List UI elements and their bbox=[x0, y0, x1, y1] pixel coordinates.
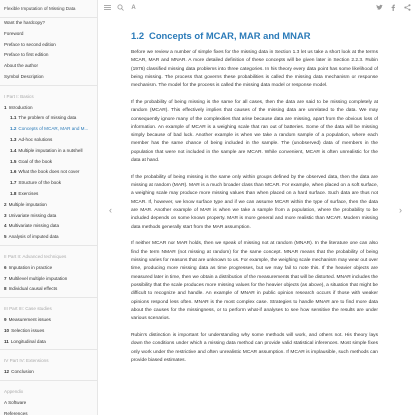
toc-item[interactable] bbox=[0, 200, 97, 211]
toc-item-label: Conclusion bbox=[11, 369, 34, 375]
toc-item-label: Structure of the book bbox=[18, 180, 62, 186]
toc-item-label: Introduction bbox=[8, 104, 33, 110]
next-page-arrow-icon[interactable]: › bbox=[399, 205, 402, 215]
font-size-icon[interactable]: A bbox=[131, 5, 136, 11]
menu-icon[interactable] bbox=[103, 4, 112, 13]
section-heading bbox=[131, 30, 378, 41]
facebook-icon[interactable] bbox=[389, 4, 398, 13]
toc-part-heading bbox=[0, 252, 97, 263]
main-content bbox=[131, 30, 378, 374]
toc-item-label: About the author bbox=[4, 63, 38, 69]
toc-item[interactable] bbox=[0, 274, 97, 285]
toc-divider bbox=[0, 85, 97, 92]
toc-item[interactable] bbox=[0, 189, 97, 200]
toc-item-label: A Software bbox=[4, 399, 27, 405]
toc-item-number: 9 bbox=[4, 316, 7, 322]
toc-item-number: 1.4 bbox=[10, 147, 17, 153]
toc-item-label: Univariate missing data bbox=[8, 212, 57, 218]
toc-item-number: 6 bbox=[4, 264, 7, 270]
toc-item[interactable] bbox=[0, 221, 97, 232]
paragraph: If the probability of being missing is the same for all cases, then the data are said to be missing completely at random (MCAR). This effectively implies that causes of the missing data are unrelated to the data. We may consequently ignore many of the complexities that arise because data are missing, apart from the obvious loss of information. An example of MCAR is a weighing scale that ran out of batteries. Some of the data will be missing simply because of bad luck. Another example is when we take a random sample of a population, where each member has the same chance of being included in the sample. The (unobserved) data of members in the population that were not included in the sample are MCAR. While convenient, MCAR is often unrealistic for the data at hand. bbox=[131, 99, 378, 164]
toc-item-label: IV Part IV: Extensions bbox=[4, 358, 49, 364]
toc-item-number: 1.3 bbox=[10, 136, 17, 142]
toc-item[interactable] bbox=[0, 135, 97, 146]
toc-divider bbox=[0, 297, 97, 304]
toc-item-label: I Part I: Basics bbox=[4, 93, 34, 99]
toc-item-label: What the book does not cover bbox=[18, 169, 80, 175]
toc-item[interactable] bbox=[0, 315, 97, 326]
toc-item-number: 3 bbox=[4, 212, 7, 218]
toc-item-label: Concepts of MCAR, MAR and M... bbox=[18, 126, 89, 132]
toc-divider bbox=[0, 380, 97, 387]
toc-item[interactable] bbox=[0, 61, 97, 72]
toc-item[interactable] bbox=[0, 284, 97, 295]
toc-item-label: Individual causal effects bbox=[8, 286, 58, 292]
toc-item[interactable] bbox=[0, 50, 97, 61]
toc-item[interactable] bbox=[0, 40, 97, 51]
toc-part-heading bbox=[0, 92, 97, 103]
toc-item[interactable] bbox=[0, 157, 97, 168]
toc-item[interactable] bbox=[0, 146, 97, 157]
toc-item[interactable] bbox=[0, 18, 97, 29]
toc-item-number: 5 bbox=[4, 234, 7, 240]
toc-item-label: Measurement issues bbox=[8, 316, 51, 322]
toolbar bbox=[98, 0, 415, 17]
toc-item-label: Exercises bbox=[18, 190, 39, 196]
toc-list bbox=[0, 18, 97, 415]
paragraph: If the probability of being missing is the same only within groups defined by the observed data, then the data are missing at random (MAR). MAR is a much broader class than MCAR. For example, when placed on a soft surface, a weighing scale may produce more missing values than when placed on a hard surface. Such data are thus not MCAR. If, however, we know surface type and if we can assume MCAR within the type of surface, then the data are MAR. Another example of MAR is when we take a sample from a population, where the probability to be included depends on some known property. MAR is more general and more realistic than MCAR. Modern missing data methods generally start from the MAR assumption. bbox=[131, 174, 378, 230]
paragraph: If neither MCAR nor MAR holds, then we speak of missing not at random (MNAR). In the literature one can also find the term NMAR (not missing at random) for the same concept. MNAR means that the probability of being missing varies for reasons that are unknown to us. For example, the weighing scale mechanism may wear out over time, producing more missing data as time progresses, but we may fail to note this. If the heavier objects are measured later in time, then we obtain a distribution of the measurements that will be distorted. MNAR includes the possibility that the scale produces more missing values for the heavier objects (as above), a situation that might be difficult to recognize and handle. An example of MNAR in public opinion research occurs if those with weaker opinions respond less often. MNAR is the most complex case. Strategies to handle MNAR are to find more data about the causes for the missingness, or to perform what-if analyses to see how sensitive the results are under various scenarios. bbox=[131, 241, 378, 322]
paragraph: Rubin's distinction is important for understanding why some methods will work, and others not. His theory lays down the conditions under which a missing data method can provide valid statistical inferences. Most simple fixes only work under the restrictive and often unrealistic MCAR assumption. If MCAR is implausible, such methods can provide biased estimates. bbox=[131, 332, 378, 363]
share-icon[interactable] bbox=[403, 4, 412, 13]
sidebar bbox=[0, 0, 98, 415]
toc-item-number: 1.1 bbox=[10, 115, 17, 121]
toc-item-number: 4 bbox=[4, 223, 7, 229]
search-icon[interactable] bbox=[116, 4, 125, 13]
previous-page-arrow-icon[interactable]: ‹ bbox=[109, 205, 112, 215]
toc-item-label: Preface to first edition bbox=[4, 52, 49, 58]
toc-item-label: Longitudinal data bbox=[10, 338, 46, 344]
toc-item[interactable] bbox=[0, 103, 97, 114]
toc-item-label: Ad-hoc solutions bbox=[18, 136, 53, 142]
toc-item-label: Imputation in practice bbox=[8, 264, 53, 270]
book-title[interactable]: Flexible Imputation of Missing Data bbox=[0, 0, 97, 18]
toc-item-number: 8 bbox=[4, 286, 7, 292]
toc-item-number: 11 bbox=[4, 338, 9, 344]
toc-item-number: 12 bbox=[4, 369, 10, 375]
toc-item[interactable] bbox=[0, 326, 97, 337]
toc-item[interactable] bbox=[0, 337, 97, 348]
toc-item-label: Want the hardcopy? bbox=[4, 20, 45, 25]
toc-item[interactable] bbox=[0, 167, 97, 178]
toc-item-label: Multivariate missing data bbox=[8, 223, 60, 229]
toc-item-label: Goal of the book bbox=[18, 158, 53, 164]
toc-item-number: 10 bbox=[4, 327, 10, 333]
toc-item-label: References bbox=[4, 410, 28, 415]
toc-item[interactable] bbox=[0, 367, 97, 378]
toc-item-label: Appendix bbox=[4, 388, 24, 394]
toc-item-label: III Part III: Case studies bbox=[4, 306, 52, 312]
toc-item-label: Symbol Description bbox=[4, 73, 44, 79]
toc-item-number: 1.2 bbox=[10, 126, 17, 132]
toc-item-number: 1.6 bbox=[10, 169, 17, 175]
toc-item-label: Analysis of imputed data bbox=[8, 234, 59, 240]
toc-item-number: 2 bbox=[4, 201, 7, 207]
toc-divider bbox=[0, 349, 97, 356]
toc-item-label: The problem of missing data bbox=[18, 115, 77, 121]
toc-part-heading bbox=[0, 304, 97, 315]
toc-item-number: 1.5 bbox=[10, 158, 17, 164]
toc-item[interactable] bbox=[0, 232, 97, 243]
toc-part-heading bbox=[0, 387, 97, 398]
toc-item-number: 1.7 bbox=[10, 180, 17, 186]
toc-item[interactable] bbox=[0, 72, 97, 83]
toc-item-label: Foreword bbox=[4, 30, 24, 36]
toc-item[interactable] bbox=[0, 29, 97, 40]
toc-item-label: II Part II: Advanced techniques bbox=[4, 253, 67, 259]
toc-item-label: Multilevel multiple imputation bbox=[8, 275, 68, 281]
toc-item[interactable] bbox=[0, 263, 97, 274]
toc-item[interactable] bbox=[0, 178, 97, 189]
twitter-icon[interactable] bbox=[375, 4, 384, 13]
section-number: 1.2 bbox=[131, 30, 145, 41]
toc-item[interactable] bbox=[0, 124, 97, 135]
paragraph: Before we review a number of simple fixes for the missing data in Section 1.3 let us take a short look at the terms MCAR, MAR and MNAR. A more detailed definition of these concepts will be given later in Section 2.2.3. Rubin (1976) classified missing data problems into three categories. In his theory every data point has some likelihood of being missing. The process that governs these probabilities is called the missing data mechanism or response mechanism. The model for the process is called the missing data model or response model. bbox=[131, 50, 378, 89]
toc-item[interactable] bbox=[0, 211, 97, 222]
toc-item-label: Multiple imputation in a nutshell bbox=[18, 147, 83, 153]
toc-item-number: 1 bbox=[4, 104, 7, 110]
toc-item[interactable] bbox=[0, 113, 97, 124]
toc-item-label: Preface to second edition bbox=[4, 41, 56, 47]
toc-item[interactable] bbox=[0, 409, 97, 415]
toc-item-label: Selection issues bbox=[11, 327, 45, 333]
toc-item[interactable] bbox=[0, 398, 97, 409]
section-title: Concepts of MCAR, MAR and MNAR bbox=[149, 30, 311, 41]
toc-divider bbox=[0, 245, 97, 252]
toc-part-heading bbox=[0, 356, 97, 367]
toc-item-label: Multiple imputation bbox=[8, 201, 47, 207]
toc-item-number: 7 bbox=[4, 275, 7, 281]
toc-item-number: 1.8 bbox=[10, 190, 17, 196]
